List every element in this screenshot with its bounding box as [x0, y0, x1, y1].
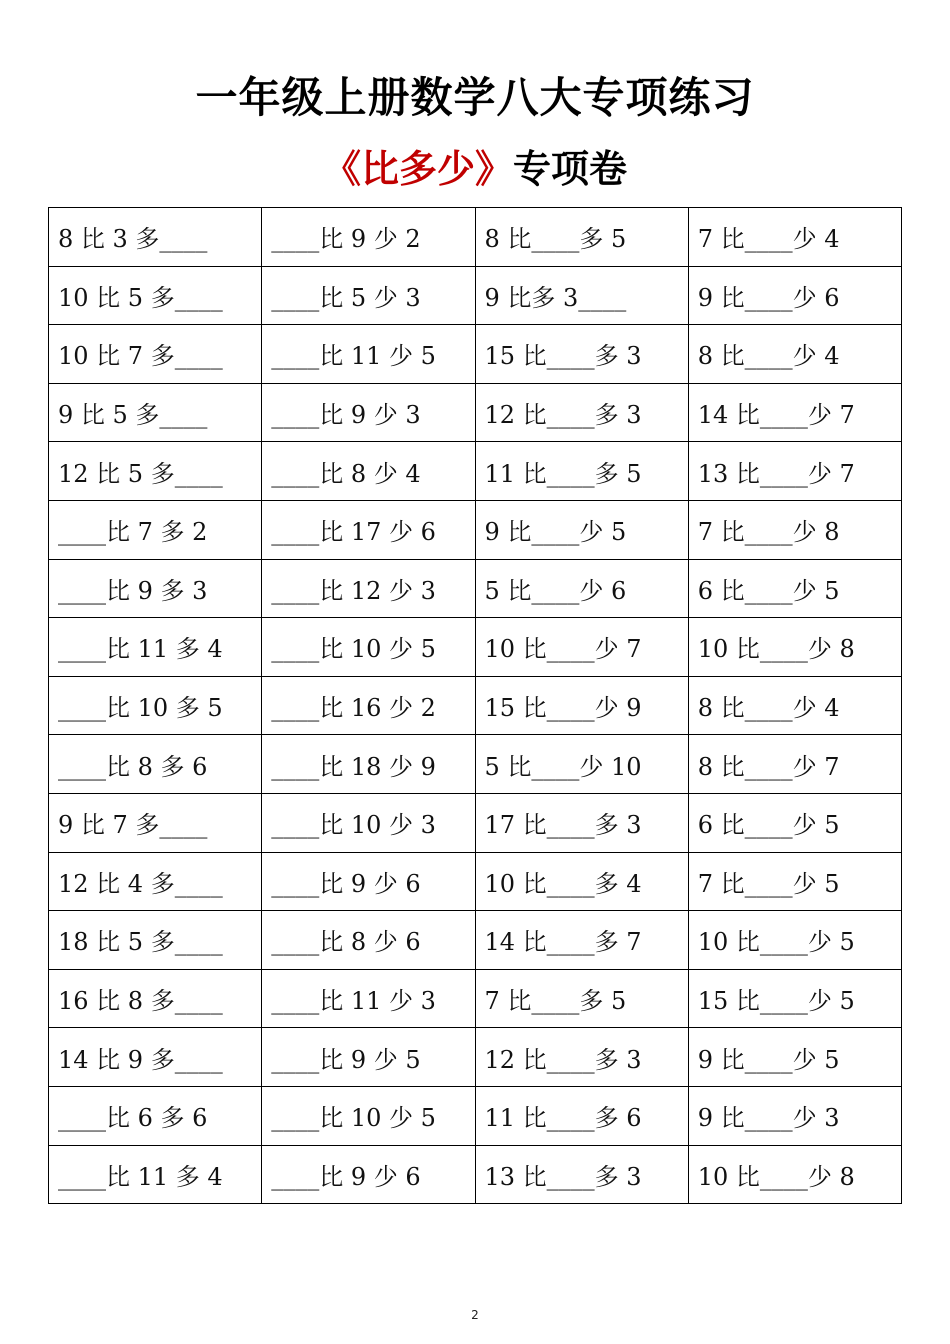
exercise-cell: ____比 16 少 2 [262, 676, 475, 735]
exercise-cell: ____比 9 少 2 [262, 208, 475, 267]
exercise-cell: ____比 12 少 3 [262, 559, 475, 618]
exercise-cell: ____比 11 多 4 [49, 1145, 262, 1204]
exercise-cell: ____比 5 少 3 [262, 266, 475, 325]
table-row [49, 1028, 902, 1087]
exercise-cell: ____比 8 少 4 [262, 442, 475, 501]
exercise-cell: ____比 10 多 5 [49, 676, 262, 735]
exercise-cell: 10 比____多 4 [475, 852, 688, 911]
exercise-cell: 9 比____少 5 [688, 1028, 901, 1087]
exercise-cell: 6 比____少 5 [688, 559, 901, 618]
exercise-cell: 5 比____少 6 [475, 559, 688, 618]
table-row [49, 618, 902, 677]
exercise-cell: 10 比____少 5 [688, 911, 901, 970]
exercise-cell: 14 比 9 多____ [49, 1028, 262, 1087]
table-row [49, 911, 902, 970]
exercise-cell: 9 比____少 5 [475, 500, 688, 559]
exercise-cell: 9 比____少 6 [688, 266, 901, 325]
table-row [49, 1145, 902, 1204]
exercise-cell: ____比 10 少 3 [262, 793, 475, 852]
table-row [49, 442, 902, 501]
exercise-cell: 7 比____少 5 [688, 852, 901, 911]
subtitle-topic: 《比多少》 [322, 147, 513, 191]
table-row [49, 559, 902, 618]
exercise-cell: 18 比 5 多____ [49, 911, 262, 970]
exercise-cell: 12 比____多 3 [475, 1028, 688, 1087]
table-row [49, 266, 902, 325]
exercise-cell: 9 比 7 多____ [49, 793, 262, 852]
table-row [49, 500, 902, 559]
exercise-cell: ____比 18 少 9 [262, 735, 475, 794]
exercise-cell: 9 比多 3____ [475, 266, 688, 325]
exercise-cell: 12 比 5 多____ [49, 442, 262, 501]
table-row [49, 325, 902, 384]
exercise-cell: ____比 8 少 6 [262, 911, 475, 970]
exercise-cell: 11 比____多 6 [475, 1086, 688, 1145]
page-number: 2 [471, 1308, 479, 1322]
table-row [49, 793, 902, 852]
exercise-cell: 9 比 5 多____ [49, 383, 262, 442]
exercise-cell: 6 比____少 5 [688, 793, 901, 852]
exercise-cell: 7 比____多 5 [475, 969, 688, 1028]
exercise-cell: 10 比 7 多____ [49, 325, 262, 384]
exercise-cell: 12 比____多 3 [475, 383, 688, 442]
exercise-cell: 12 比 4 多____ [49, 852, 262, 911]
exercise-cell: ____比 9 少 6 [262, 1145, 475, 1204]
exercise-cell: 14 比____多 7 [475, 911, 688, 970]
exercise-cell: ____比 7 多 2 [49, 500, 262, 559]
exercise-cell: ____比 10 少 5 [262, 1086, 475, 1145]
exercise-cell: 8 比____多 5 [475, 208, 688, 267]
exercise-cell: 8 比 3 多____ [49, 208, 262, 267]
table-row [49, 1086, 902, 1145]
exercise-cell: 10 比 5 多____ [49, 266, 262, 325]
exercise-cell: 16 比 8 多____ [49, 969, 262, 1028]
page-title: 一年级上册数学八大专项练习 [195, 73, 755, 122]
exercise-cell: 13 比____多 3 [475, 1145, 688, 1204]
exercise-cell: ____比 9 少 5 [262, 1028, 475, 1087]
table-row [49, 969, 902, 1028]
exercise-cell: 7 比____少 4 [688, 208, 901, 267]
exercise-cell: ____比 6 多 6 [49, 1086, 262, 1145]
exercise-cell: 14 比____少 7 [688, 383, 901, 442]
exercise-cell: 10 比____少 8 [688, 618, 901, 677]
exercise-cell: 15 比____少 9 [475, 676, 688, 735]
exercise-cell: 15 比____多 3 [475, 325, 688, 384]
exercise-table [48, 207, 902, 1204]
table-row [49, 735, 902, 794]
exercise-cell: 15 比____少 5 [688, 969, 901, 1028]
subtitle-suffix: 专项卷 [513, 147, 628, 191]
page-subtitle [0, 144, 950, 194]
exercise-cell: ____比 11 少 3 [262, 969, 475, 1028]
exercise-cell: 8 比____少 4 [688, 676, 901, 735]
table-row [49, 208, 902, 267]
exercise-cell: 13 比____少 7 [688, 442, 901, 501]
exercise-cell: 9 比____少 3 [688, 1086, 901, 1145]
exercise-cell: 10 比____少 8 [688, 1145, 901, 1204]
table-row [49, 383, 902, 442]
exercise-cell: ____比 11 少 5 [262, 325, 475, 384]
table-row [49, 676, 902, 735]
exercise-cell: ____比 10 少 5 [262, 618, 475, 677]
exercise-cell: 8 比____少 4 [688, 325, 901, 384]
table-row [49, 852, 902, 911]
exercise-table-body [49, 208, 902, 1204]
exercise-cell: ____比 9 多 3 [49, 559, 262, 618]
exercise-cell: 17 比____多 3 [475, 793, 688, 852]
exercise-cell: 11 比____多 5 [475, 442, 688, 501]
exercise-cell: ____比 11 多 4 [49, 618, 262, 677]
exercise-cell: ____比 8 多 6 [49, 735, 262, 794]
exercise-cell: 7 比____少 8 [688, 500, 901, 559]
exercise-cell: 8 比____少 7 [688, 735, 901, 794]
exercise-cell: ____比 9 少 6 [262, 852, 475, 911]
exercise-cell: ____比 9 少 3 [262, 383, 475, 442]
exercise-cell: 10 比____少 7 [475, 618, 688, 677]
exercise-cell: ____比 17 少 6 [262, 500, 475, 559]
exercise-cell: 5 比____少 10 [475, 735, 688, 794]
